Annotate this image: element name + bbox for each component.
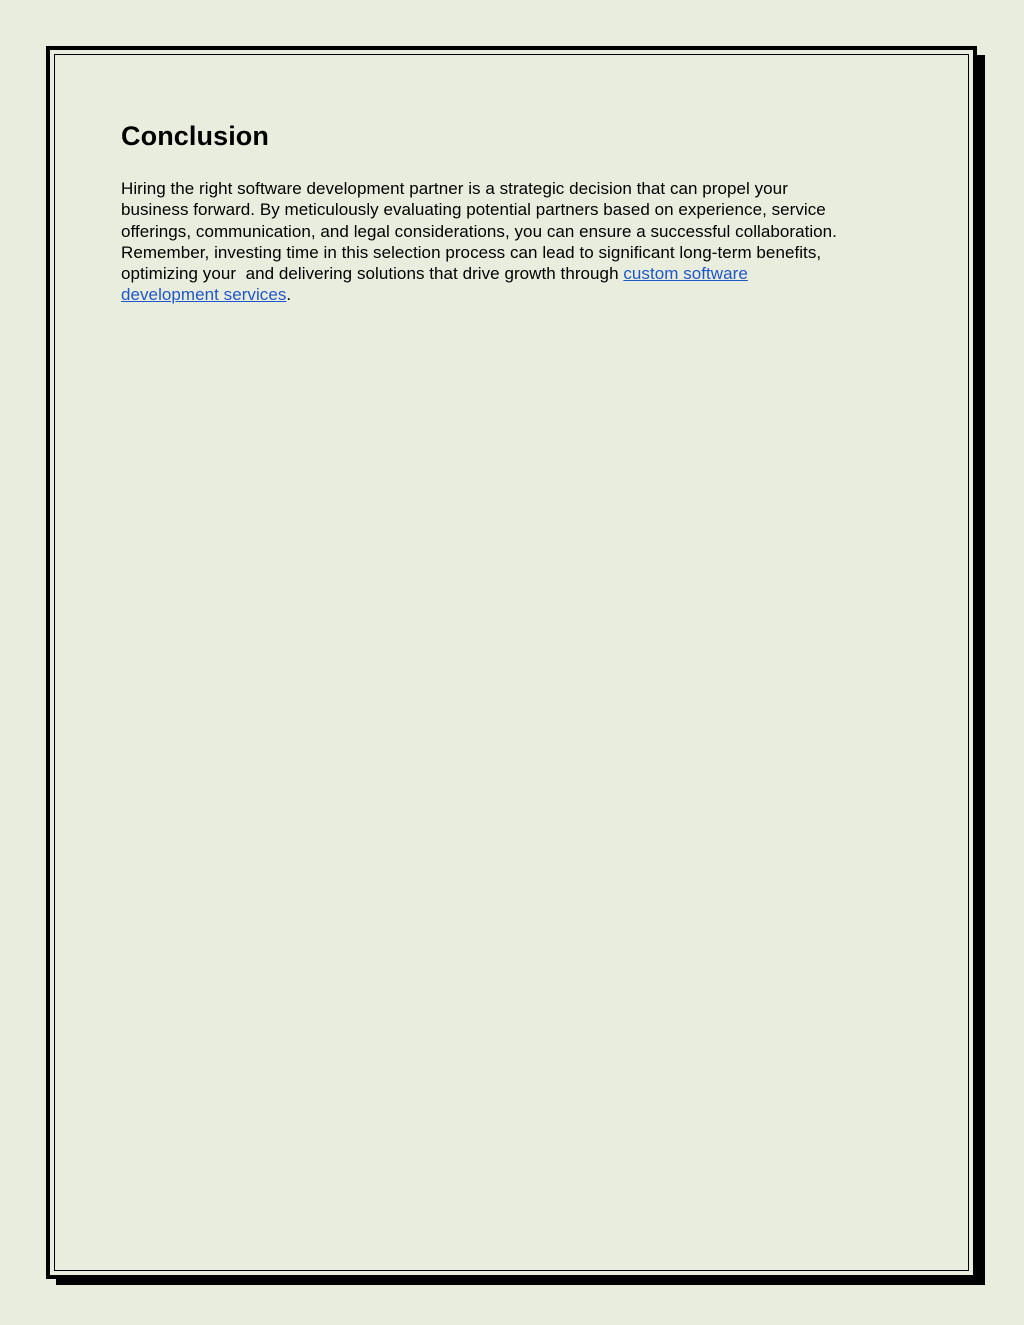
paragraph-line-2: business forward. By meticulously evaluating potential partners based on experience, service [121, 200, 826, 220]
heading-conclusion: Conclusion [121, 121, 269, 151]
paragraph-line-5: optimizing your and delivering solutions that drive growth through [121, 264, 624, 284]
paragraph-line-1: Hiring the right software development partner is a strategic decision that can propel your [121, 179, 788, 198]
link-text-line-1: custom software [623, 264, 748, 284]
document-content [121, 118, 901, 306]
paragraph-end-period: . [286, 285, 292, 305]
paragraph-line-3: offerings, communication, and legal considerations, you can ensure a successful collaboration. [121, 221, 837, 241]
link-text-line-2: development services [121, 285, 287, 305]
conclusion-paragraph [121, 178, 901, 306]
paragraph-line-4: Remember, investing time in this selection process can lead to significant long-term benefits, [121, 242, 822, 262]
